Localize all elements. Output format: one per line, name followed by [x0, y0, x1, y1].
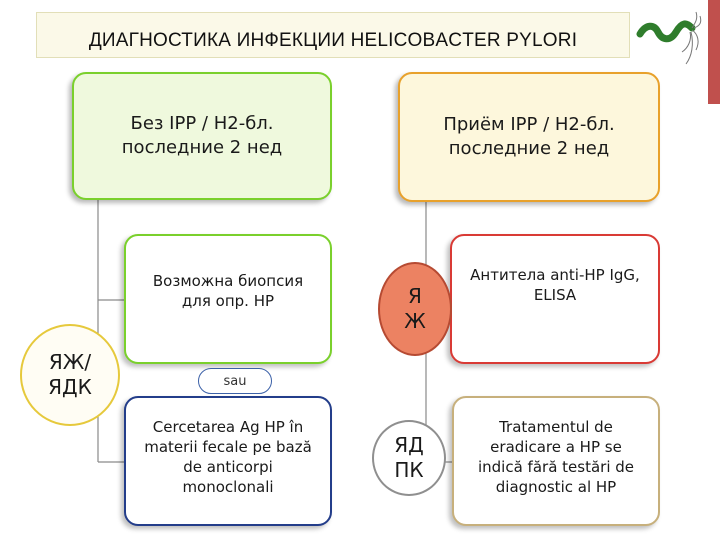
biopsy-box [124, 234, 332, 364]
biopsy-line1: Возможна биопсия [152, 271, 304, 290]
or-label-pill [198, 368, 272, 394]
bacterium-icon [636, 8, 702, 68]
treatment-line4: diagnostic al HP [495, 478, 617, 497]
treatment-line1: Tratamentul de [499, 417, 613, 436]
stool-line2: materii fecale pe bază [144, 437, 312, 456]
no-ppi-header-box [72, 72, 332, 200]
circle-right1-line2: Ж [404, 309, 426, 333]
gastric-ulcer-circle-right [378, 262, 452, 356]
circle-right1-line1: Я [408, 284, 422, 308]
ppi-header-line2: последние 2 нед [448, 138, 610, 159]
treatment-line3: indică fără testări de [477, 458, 635, 476]
treatment-line2: eradicare a HP se [490, 437, 622, 456]
antibody-box [450, 234, 660, 364]
circle-right2-line1: ЯД [394, 433, 424, 457]
page-title: ДИАГНОСТИКА ИНФЕКЦИИ HELICOBACTER PYLORI [88, 30, 578, 51]
antibody-line1: Антитела anti-HP IgG, [470, 265, 640, 284]
circle-left-line2: ЯДК [48, 375, 92, 399]
biopsy-line2: для опр. HP [181, 292, 275, 310]
ppi-header-line1: Приём IPP / H2-бл. [443, 113, 615, 135]
duodenal-ulcer-circle-right [372, 420, 446, 496]
accent-bar [708, 0, 720, 104]
no-ppi-header-line2: последние 2 нед [121, 137, 283, 158]
title-banner [36, 12, 630, 58]
gastric-ulcer-circle-left [20, 324, 120, 426]
or-label: sau [223, 373, 247, 389]
stool-line4: monoclonali [182, 478, 274, 497]
stool-line3: de anticorpi [183, 458, 273, 476]
treatment-box [452, 396, 660, 526]
antibody-line2: ELISA [533, 286, 577, 304]
stool-antigen-box [124, 396, 332, 526]
stool-line1: Cercetarea Ag HP în [152, 417, 304, 436]
circle-left-line1: ЯЖ/ [48, 350, 92, 374]
circle-right2-line2: ПК [394, 458, 424, 482]
no-ppi-header-line1: Без IPP / H2-бл. [130, 112, 274, 134]
ppi-header-box [398, 72, 660, 202]
